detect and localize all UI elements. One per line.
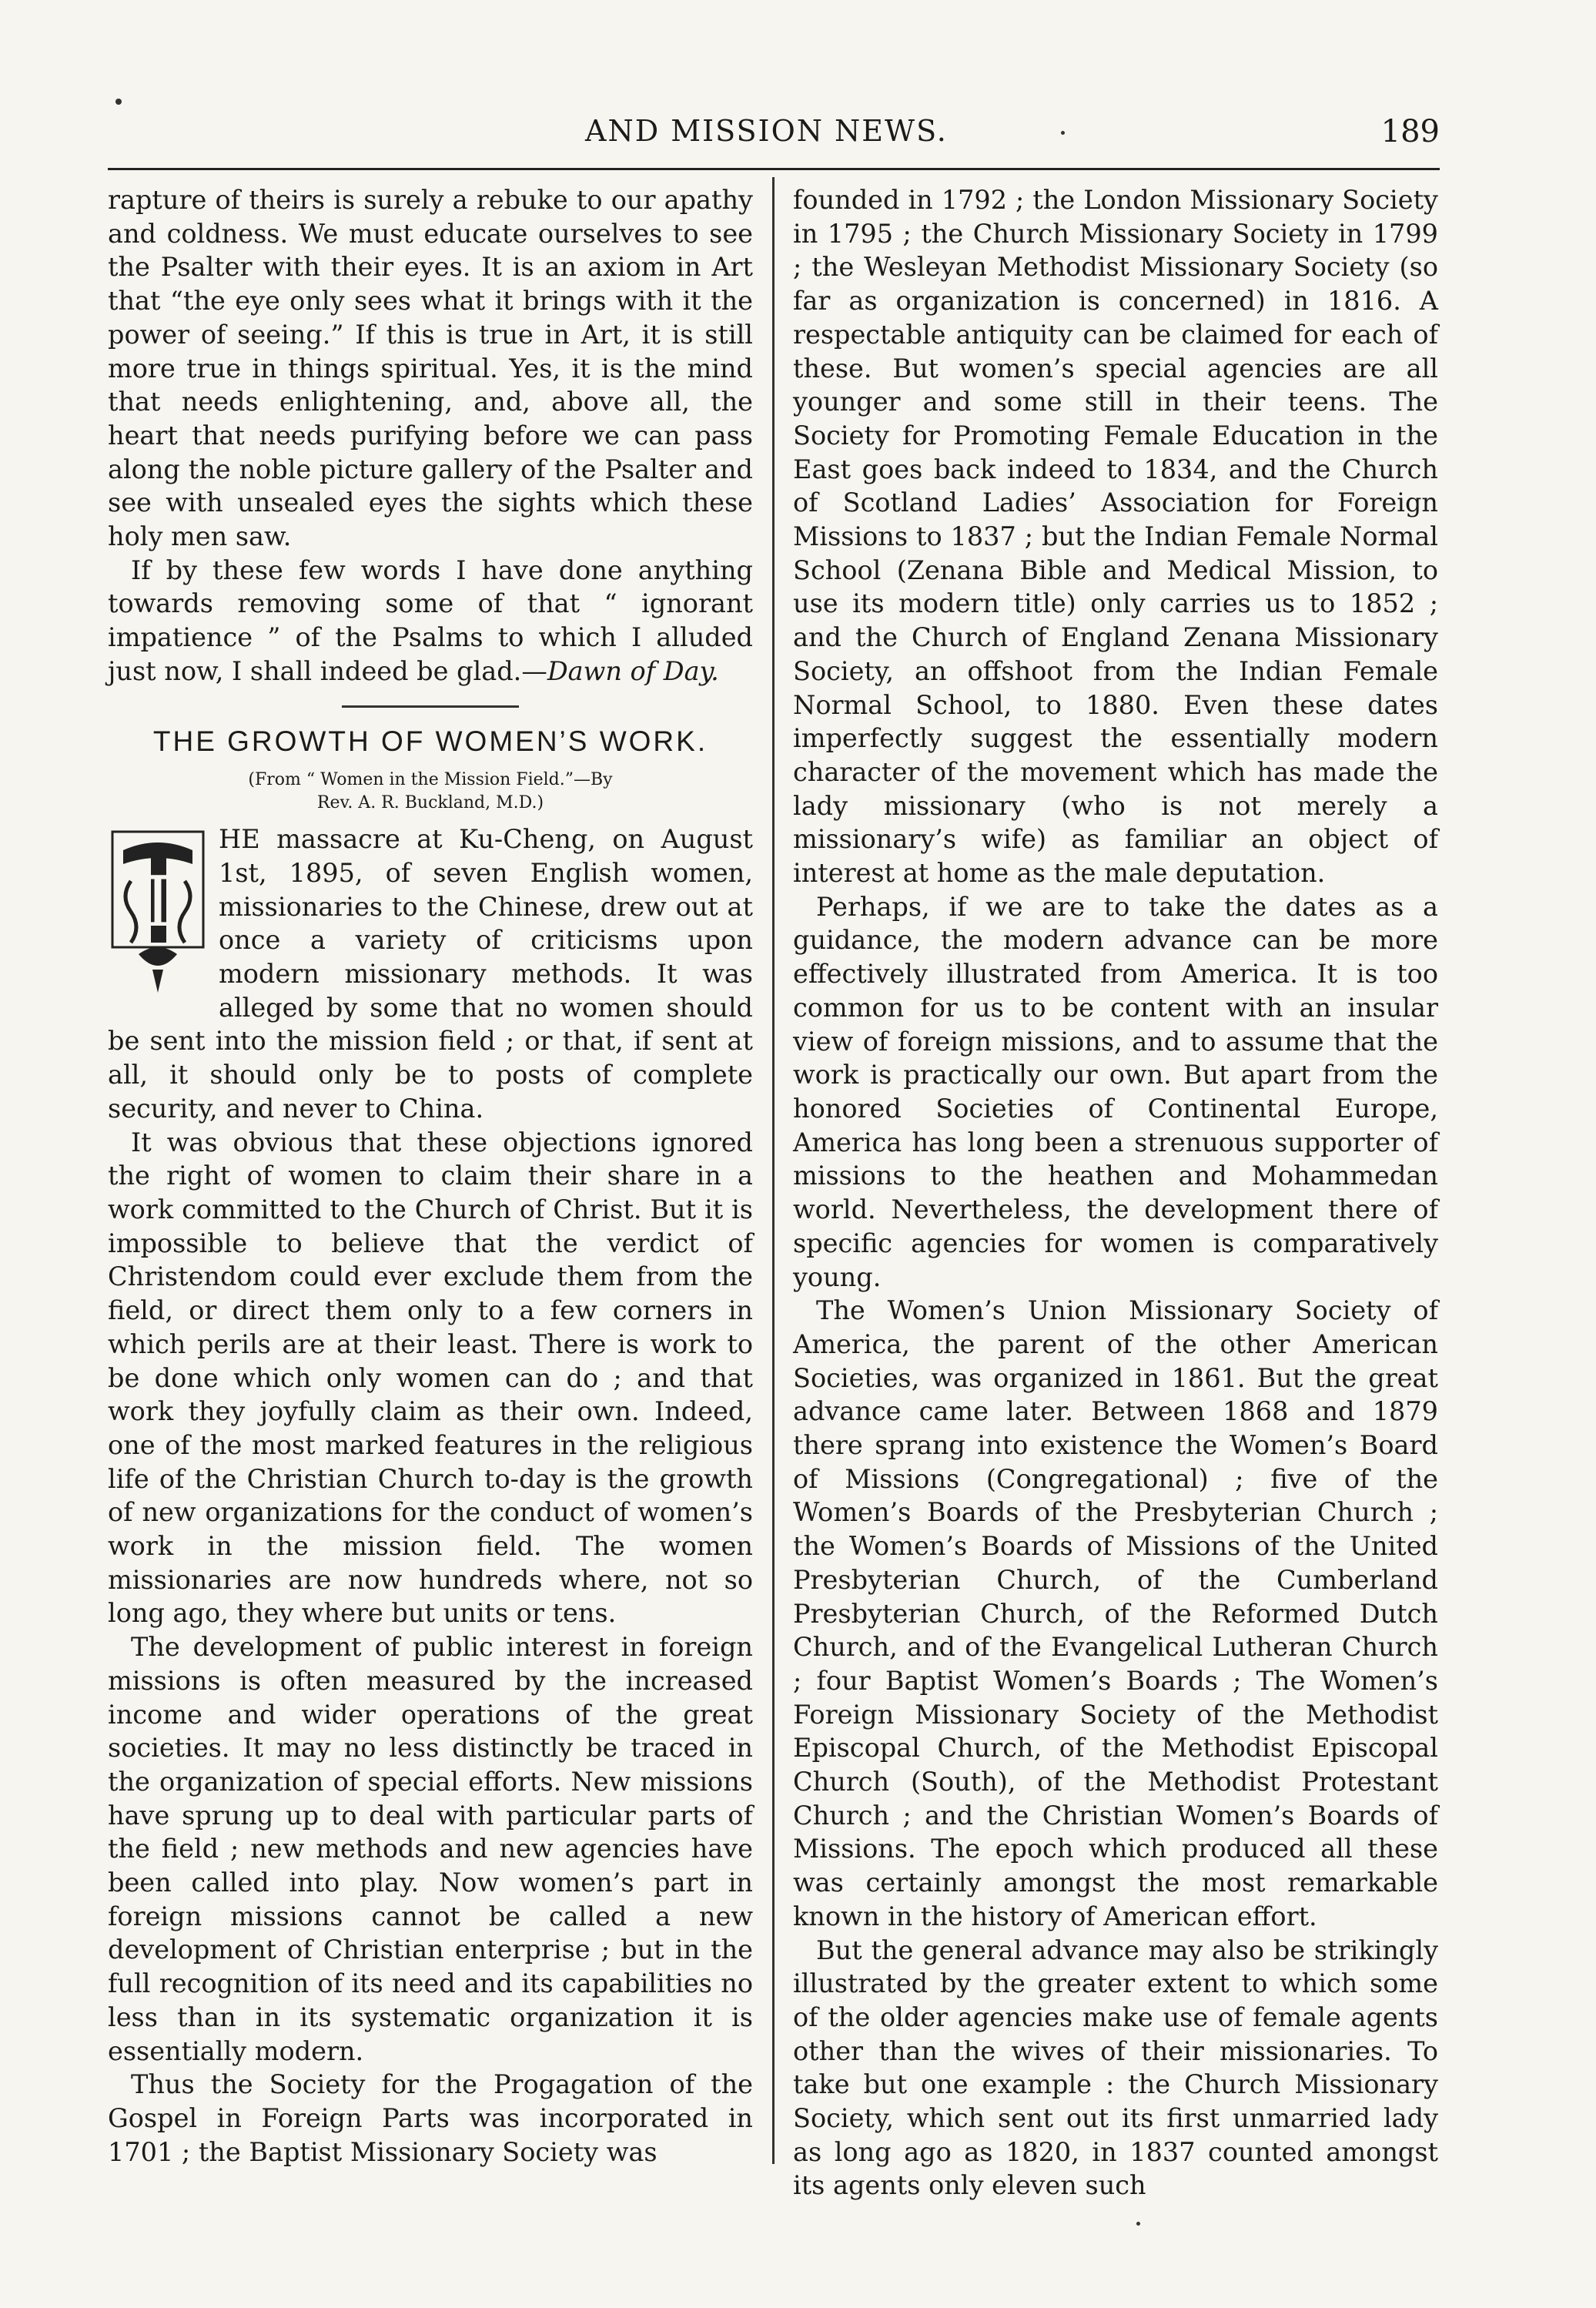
page-number: 189: [1380, 114, 1440, 149]
dropcap-letter: T: [134, 862, 182, 943]
source-credit: Dawn of Day.: [547, 655, 719, 686]
print-speck: [1061, 131, 1065, 135]
paragraph-text: HE massacre at Ku-Cheng, on August 1st, 1895, of seven English women, missionaries to the Chinese, drew out at once a variety of criticisms upon modern missionary methods. It was alleged by some that no women should be sent into the mission field ; or that, if sent at all, it should only be to posts of complete security, and never to China.: [108, 824, 753, 1124]
article-title: THE GROWTH OF WOMEN’S WORK.: [152, 725, 708, 757]
running-title: AND MISSION NEWS.: [585, 114, 948, 148]
paragraph: Thus the Society for the Progagation of the Gospel in Foreign Parts was incorporated in 1701 ; the Baptist Missionary Society was: [108, 2069, 753, 2167]
paragraph-text: If by these few words I have done anything towards removing some of that “ ignorant impatience ” of the Psalms to which I alluded just now, I shall indeed be glad.—: [108, 554, 753, 686]
column-divider: [772, 177, 775, 2164]
paragraph: rapture of theirs is surely a rebuke to our apathy and coldness. We must educate ourselves to see the Psalter with their eyes. It is an axiom in Art that “the eye only sees what it brings with it the power of seeing.” If this is true in Art, it is still more true in things spiritual. Yes, it is the mind that needs enlightening, and, above all, the heart that needs purifying before we can pass along the noble picture gallery of the Psalter and see with unsealed eyes the sights which these holy men saw.: [108, 185, 753, 552]
byline: [108, 769, 753, 815]
print-speck: [115, 99, 122, 105]
dropcap-ornament-icon: [108, 827, 208, 1004]
right-column: [793, 183, 1438, 2202]
paragraph: [108, 822, 753, 1125]
running-header: [108, 114, 1440, 160]
print-speck: [1136, 2222, 1140, 2226]
paragraph: founded in 1792 ; the London Missionary Society in 1795 ; the Church Missionary Society in 1799 ; the Wesleyan Methodist Missionary Society (so far as organization is concerned) in 1816. A respectable antiquity can be claimed for each of these. But women’s special agencies are all younger and some still in their teens. The Society for Promoting Female Education in the East goes back indeed to 1834, and the Church of Scotland Ladies’ Association for Foreign Missions to 1837 ; but the Indian Female Normal School (Zenana Bible and Medical Mission, to use its modern title) only carries us to 1852 ; and the Church of England Zenana Missionary Society, an offshoot from the Indian Female Normal School, to 1880. Even these dates imperfectly suggest the essentially modern character of the movement which has made the lady missionary (who is not merely a missionary’s wife) as familiar an object of interest at home as the male deputation.: [793, 185, 1438, 889]
byline-line: (From “ Women in the Mission Field.”—By: [248, 770, 613, 790]
byline-line: Rev. A. R. Buckland, M.D.): [316, 793, 544, 813]
paragraph: But the general advance may also be strikingly illustrated by the greater extent to which some of the older agencies make use of female agents other than the wives of their missionaries. To take but one example : the Church Missionary Society, which sent out its first unmarried lady as long ago as 1820, in 1837 counted amongst its agents only eleven such: [793, 1934, 1438, 2201]
ornamental-dropcap-t: [108, 827, 208, 1004]
left-column: [108, 183, 753, 2169]
paragraph: The Women’s Union Missionary Society of America, the parent of the other American Societies, was organized in 1861. But the great advance came later. Between 1868 and 1879 there sprang into existence the Women’s Board of Missions (Congregational) ; five of the Women’s Boards of the Presbyterian Church ; the Women’s Boards of Missions of the United Presbyterian Church, of the Cumberland Presbyterian Church, of the Reformed Dutch Church, and of the Evangelical Lutheran Church ; four Baptist Women’s Boards ; The Women’s Foreign Missionary Society of the Methodist Episcopal Church, of the Methodist Episcopal Church (South), of the Methodist Protestant Church ; and the Christian Women’s Boards of Missions. The epoch which produced all these was certainly amongst the most remarkable known in the history of American effort.: [793, 1295, 1438, 1931]
paragraph: The development of public interest in foreign missions is often measured by the increased income and wider operations of the great societies. It may no less distinctly be traced in the organization of special efforts. New missions have sprung up to deal with particular parts of the field ; new methods and new agencies have been called into play. Now women’s part in foreign missions cannot be called a new development of Christian enterprise ; but in the full recognition of its need and its capabilities no less than in its systematic organization it is essentially modern.: [108, 1632, 753, 2066]
section-divider: [342, 705, 519, 708]
paragraph: It was obvious that these objections ignored the right of women to claim their share in a work committed to the Church of Christ. But it is impossible to believe that the verdict of Christendom could ever exclude them from the field, or direct them only to a few corners in which perils are at their least. There is work to be done which only women can do ; and that work they joyfully claim as their own. Indeed, one of the most marked features in the religious life of the Christian Church to-day is the growth of new organizations for the conduct of women’s work in the mission field. The women missionaries are now hundreds where, not so long ago, they where but units or tens.: [108, 1127, 753, 1629]
header-rule: [108, 168, 1440, 170]
paragraph: Perhaps, if we are to take the dates as a guidance, the modern advance can be more effectively illustrated from America. It is too common for us to be content with an insular view of foreign missions, and to assume that the work is practically our own. But apart from the honored Societies of Continental Europe, America has long been a strenuous supporter of missions to the heathen and Mohammedan world. Nevertheless, the development there of specific agencies for women is comparatively young.: [793, 891, 1438, 1292]
paragraph: [108, 554, 753, 688]
